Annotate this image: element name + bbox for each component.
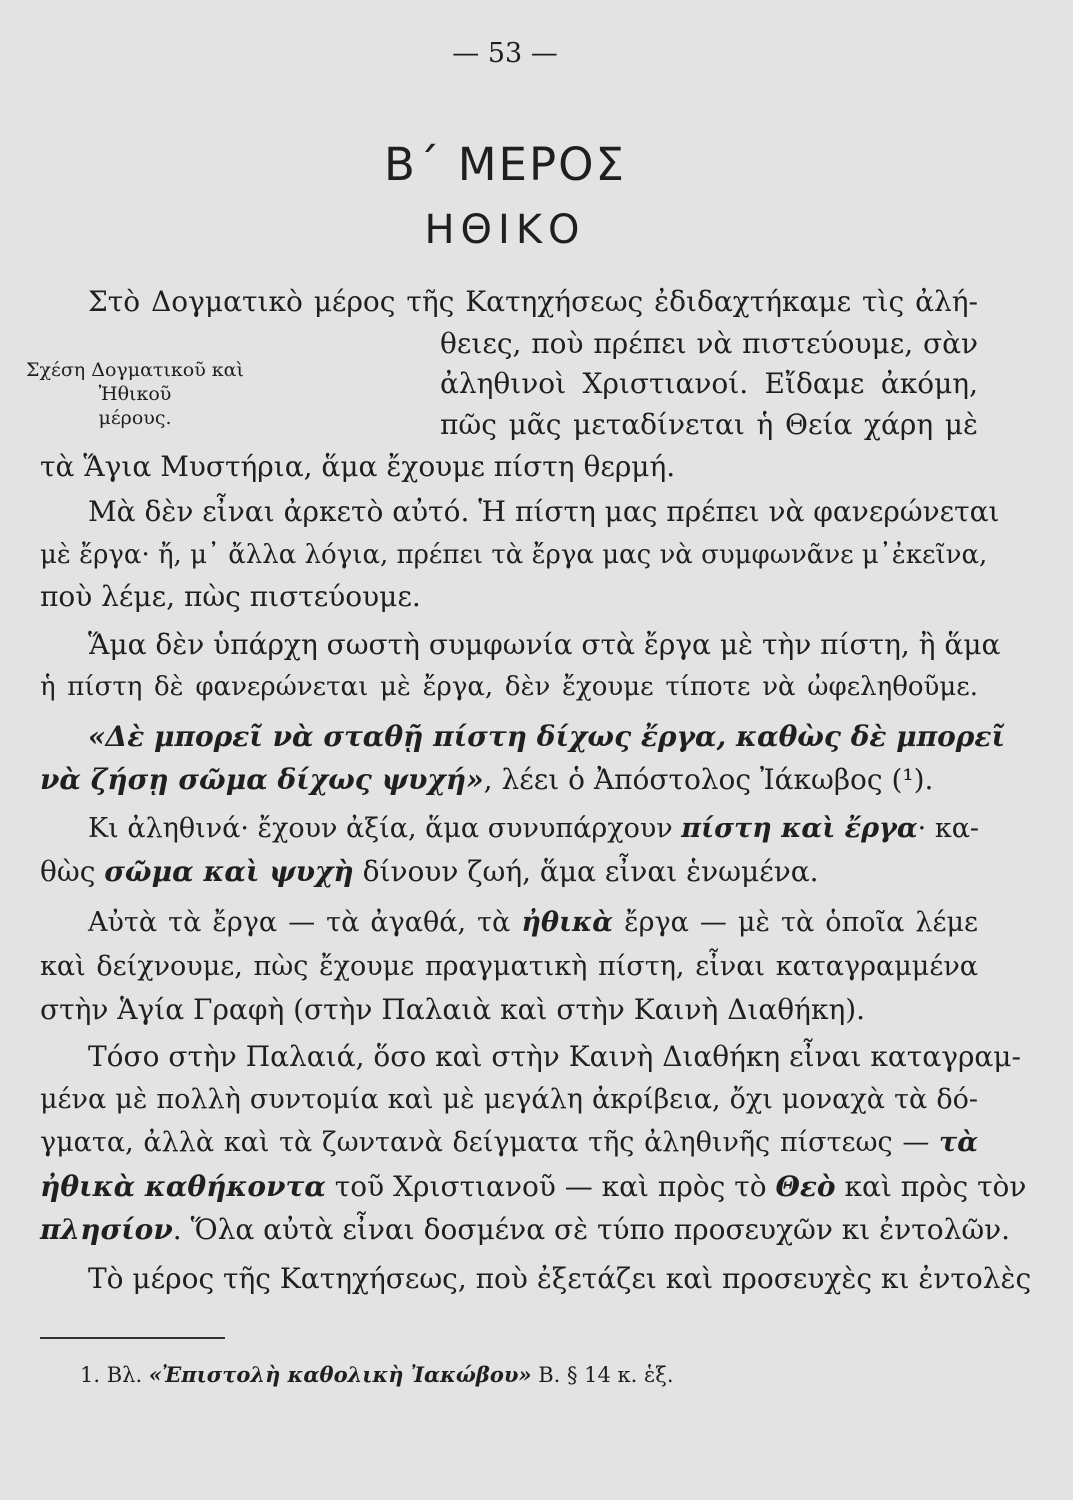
text-line (88, 812, 978, 846)
footnote-divider (40, 1337, 225, 1339)
part-title: Β΄ ΜΕΡΟΣ (384, 138, 626, 191)
text-run: μὲ ἔργα· ἤ, μ᾽ ἄλλα λόγια, πρέπει τὰ ἔργα μας νὰ συμφωνᾶνε μ᾽ἐκεῖνα, (40, 540, 988, 570)
text-run: πλησίον (40, 1213, 173, 1246)
text-line (88, 1040, 1021, 1074)
text-line (40, 1126, 978, 1160)
text-line (40, 538, 988, 572)
section-title: ΗΘΙΚΟ (424, 207, 586, 253)
text-line (88, 495, 1000, 529)
text-line (440, 367, 978, 401)
text-run: · κα- (917, 813, 980, 844)
text-run: ἀληθινοὶ Χριστιανοί. Εἴδαμε ἀκόμη, (440, 367, 978, 400)
text-run: τὰ Ἅγια Μυστήρια, ἅμα ἔχουμε πίστη θερμή. (40, 450, 676, 483)
text-run: Μὰ δὲν εἶναι ἀρκετὸ αὐτό. Ἡ πίστη μας πρέπει νὰ φανερώνεται (88, 495, 1000, 528)
text-run: δίνουν ζωή, ἅμα εἶναι ἑνωμένα. (353, 855, 819, 888)
text-line (40, 670, 978, 704)
text-run: «Δὲ μπορεῖ νὰ σταθῇ πίστη δίχως ἔργα, καθὼς δὲ μπορεῖ (88, 720, 1005, 753)
text-line (40, 1083, 978, 1117)
margin-note-line: μέρους. (98, 407, 172, 429)
footnote-text: 1. Βλ. (80, 1363, 149, 1387)
text-run: τοῦ Χριστιανοῦ — καὶ πρὸς τὸ (325, 1170, 776, 1203)
footnote (80, 1362, 674, 1387)
text-run: σῶμα καὶ ψυχὴ (104, 855, 354, 888)
text-run: Θεὸ (775, 1170, 836, 1203)
margin-note (10, 358, 260, 430)
text-line (40, 580, 421, 614)
text-run: Αὐτὰ τὰ ἔργα — τὰ ἀγαθά, τὰ (88, 907, 522, 938)
text-run: , λέει ὁ Ἀπόστολος Ἰάκωβος (¹). (483, 763, 934, 796)
text-line (440, 327, 978, 361)
text-run: ἠθικὰ καθήκοντα (40, 1170, 326, 1203)
text-run: ἠθικὰ (521, 907, 614, 938)
text-run: μένα μὲ πολλὴ συντομία καὶ μὲ μεγάλη ἀκρίβεια, ὄχι μοναχὰ τὰ δό- (40, 1084, 978, 1115)
text-run: ποὺ λέμε, πὼς πιστεύουμε. (40, 580, 421, 613)
text-run: τὰ (939, 1127, 978, 1158)
text-run: καὶ πρὸς τὸν (835, 1170, 1027, 1203)
text-run: ἡ πίστη δὲ φανερώνεται μὲ ἔργα, δὲν ἔχουμε τίποτε νὰ ὠφεληθοῦμε. (40, 672, 978, 702)
footnote-text: Β. § 14 κ. ἑξ. (531, 1363, 674, 1387)
text-run: γματα, ἀλλὰ καὶ τὰ ζωντανὰ δείγματα τῆς ἀληθινῆς πίστεως — (40, 1127, 940, 1158)
text-line (40, 450, 675, 484)
text-line (40, 950, 978, 984)
text-run: καὶ δείχνουμε, πὼς ἔχουμε πραγματικὴ πίστη, εἶναι καταγραμμένα (40, 951, 978, 982)
text-line (40, 855, 819, 889)
text-line (40, 1213, 1010, 1247)
text-run: Τὸ μέρος τῆς Κατηχήσεως, ποὺ ἐξετάζει καὶ προσευχὲς κι ἐντολὲς (88, 1262, 1032, 1295)
text-run: πίστη καὶ ἔργα (681, 813, 918, 844)
text-run: . Ὅλα αὐτὰ εἶναι δοσμένα σὲ τύπο προσευχῶν κι ἐντολῶν. (172, 1213, 1011, 1246)
text-line (88, 285, 978, 319)
text-line (88, 720, 1005, 754)
text-line (88, 1262, 1032, 1296)
text-run: ἔργα — μὲ τὰ ὁποῖα λέμε (613, 907, 978, 938)
text-line (88, 906, 978, 940)
text-line (40, 993, 865, 1027)
page-number: — 53 — (452, 38, 558, 69)
text-run: Τόσο στὴν Παλαιά, ὅσο καὶ στὴν Καινὴ Διαθήκη εἶναι καταγραμ- (88, 1040, 1021, 1073)
text-line (88, 628, 1001, 662)
text-line (440, 408, 978, 442)
text-run: πῶς μᾶς μεταδίνεται ἡ Θεία χάρη μὲ (440, 408, 978, 441)
text-run: Κι ἀληθινά· ἔχουν ἀξία, ἅμα συνυπάρχουν (88, 813, 682, 844)
text-line (40, 1170, 1027, 1204)
text-run: στὴν Ἁγία Γραφὴ (στὴν Παλαιὰ καὶ στὴν Καινὴ Διαθήκη). (40, 993, 866, 1026)
text-run: θὼς (40, 855, 105, 888)
text-run: Ἅμα δὲν ὑπάρχη σωστὴ συμφωνία στὰ ἔργα μὲ τὴν πίστη, ἢ ἅμα (88, 628, 1001, 661)
text-run: Στὸ Δογματικὸ μέρος τῆς Κατηχήσεως ἐδιδαχτήκαμε τὶς ἀλή- (88, 285, 978, 318)
text-line (40, 763, 933, 797)
text-run: θειες, ποὺ πρέπει νὰ πιστεύουμε, σὰν (440, 327, 978, 360)
text-run: νὰ ζήσῃ σῶμα δίχως ψυχή» (40, 763, 484, 796)
margin-note-line: Σχέση Δογματικοῦ καὶ Ἠθικοῦ (26, 359, 244, 405)
footnote-text: «Ἐπιστολὴ καθολικὴ Ἰακώβου» (148, 1362, 532, 1387)
